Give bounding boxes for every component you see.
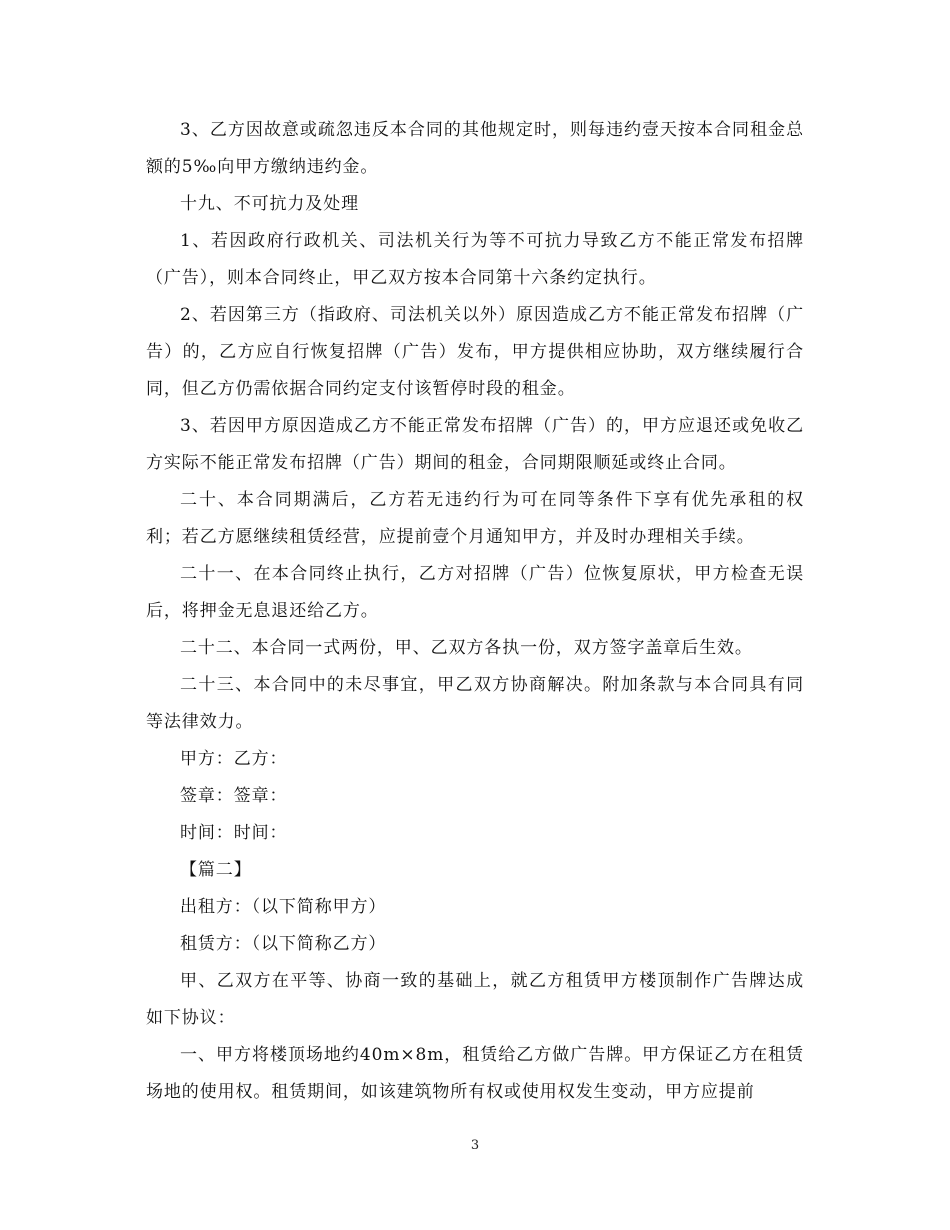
- lessee-line: 租赁方：（以下简称乙方）: [180, 934, 387, 954]
- paragraph-force-majeure-2: 2、若因第三方（指政府、司法机关以外）原因造成乙方不能正常发布招牌（广告）的，乙方应自行恢复招牌（广告）发布，甲方提供相应协助，双方继续履行合同，但乙方仍需依据合同约定支付该暂停时段的租金。: [146, 305, 804, 399]
- section-heading-part-two: 【篇二】: [180, 860, 252, 880]
- paragraph-clause-20: 二十、本合同期满后，乙方若无违约行为可在同等条件下享有优先承租的权利；若乙方愿继续租赁经营，应提前壹个月通知甲方，并及时办理相关手续。: [146, 490, 804, 547]
- section-heading-force-majeure: 十九、不可抗力及处理: [180, 194, 359, 214]
- paragraph-penalty-clause: 3、乙方因故意或疏忽违反本合同的其他规定时，则每违约壹天按本合同租金总额的5‰向甲方缴纳违约金。: [146, 120, 804, 177]
- paragraph-clause-21: 二十一、在本合同终止执行，乙方对招牌（广告）位恢复原状，甲方检查无误后，将押金无息退还给乙方。: [146, 564, 804, 621]
- signature-seals: 签章：签章：: [180, 786, 288, 806]
- paragraph-clause-22: 二十二、本合同一式两份，甲、乙双方各执一份，双方签字盖章后生效。: [180, 638, 753, 658]
- lessor-line: 出租方：（以下简称甲方）: [180, 897, 387, 917]
- paragraph-clause-1: 一、甲方将楼顶场地约40m×8m，租赁给乙方做广告牌。甲方保证乙方在租赁场地的使用权。租赁期间，如该建筑物所有权或使用权发生变动，甲方应提前: [146, 1045, 804, 1102]
- signature-parties: 甲方：乙方：: [180, 749, 288, 769]
- signature-dates: 时间：时间：: [180, 823, 288, 843]
- paragraph-force-majeure-1: 1、若因政府行政机关、司法机关行为等不可抗力导致乙方不能正常发布招牌（广告），则本合同终止，甲乙双方按本合同第十六条约定执行。: [146, 231, 804, 288]
- paragraph-force-majeure-3: 3、若因甲方原因造成乙方不能正常发布招牌（广告）的，甲方应退还或免收乙方实际不能正常发布招牌（广告）期间的租金，合同期限顺延或终止合同。: [146, 416, 804, 473]
- page-number: 3: [470, 1138, 480, 1153]
- paragraph-clause-23: 二十三、本合同中的未尽事宜，甲乙双方协商解决。附加条款与本合同具有同等法律效力。: [146, 675, 804, 732]
- paragraph-agreement-intro: 甲、乙双方在平等、协商一致的基础上，就乙方租赁甲方楼顶制作广告牌达成如下协议：: [146, 971, 804, 1028]
- document-body: [146, 112, 804, 1111]
